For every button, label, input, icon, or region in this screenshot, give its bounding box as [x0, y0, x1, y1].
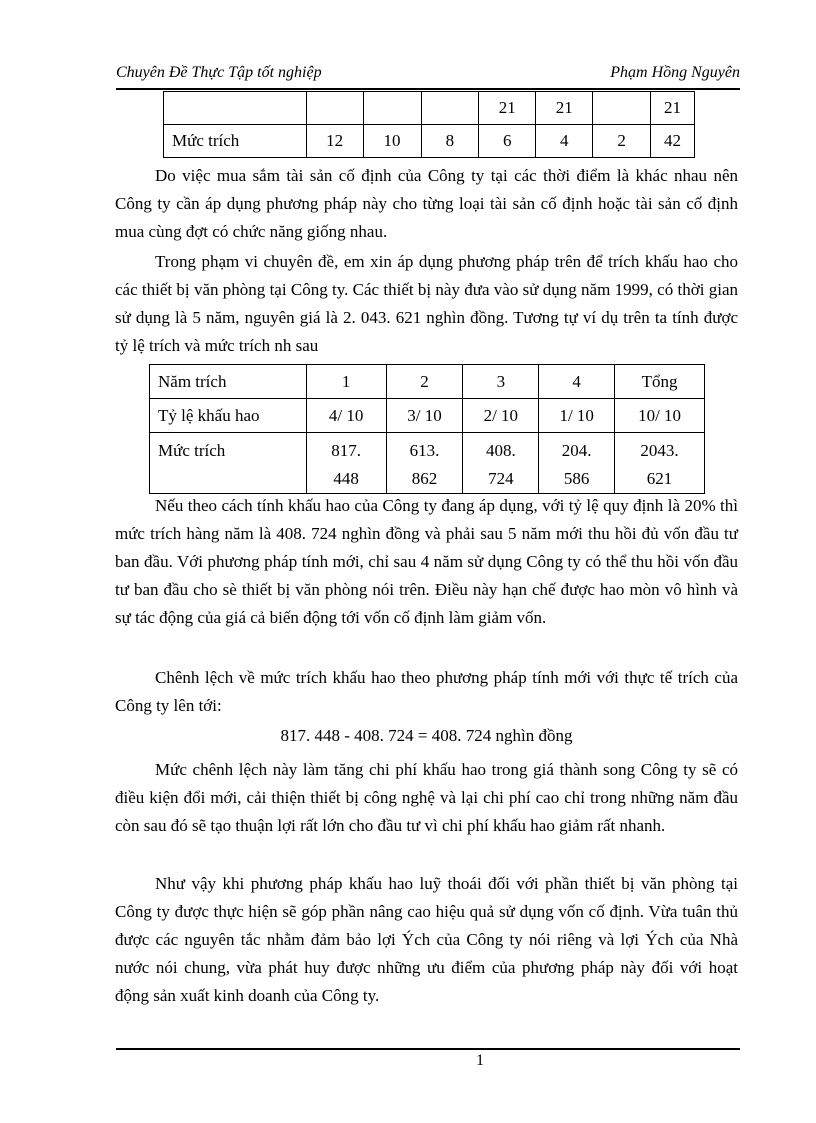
table-header-cell: 4	[539, 365, 615, 399]
table-cell: 42	[651, 125, 695, 158]
table-header-cell: 1	[306, 365, 386, 399]
paragraph-1: Do việc mua sắm tài sản cố định của Công ty tại các thời điểm là khác nhau nên Công ty cần áp dụng phương pháp này cho từng loại tài sản cố định hoặc tài sản cố định mua cùng đợt có chức năng giống nhau.	[115, 166, 738, 241]
table-row	[150, 365, 705, 399]
table-cell: 10	[363, 125, 421, 158]
table-cell	[363, 92, 421, 125]
table-cell: 3/ 10	[386, 399, 463, 433]
table-header-cell: Năm trích	[150, 365, 307, 399]
page-header	[116, 64, 740, 88]
table-cell: 408. 724	[463, 433, 539, 494]
footer-rule	[116, 1048, 740, 1050]
table-row	[150, 433, 705, 494]
table-cell: 6	[479, 125, 536, 158]
table-cell: 12	[306, 125, 363, 158]
table-header-cell: 2	[386, 365, 463, 399]
table-cell	[306, 92, 363, 125]
table-row	[150, 399, 705, 433]
table-cell	[593, 92, 651, 125]
table-cell: 2/ 10	[463, 399, 539, 433]
header-author: Phạm Hồng Nguyên	[610, 64, 740, 81]
table-cell: 204. 586	[539, 433, 615, 494]
table-depreciation-continued	[163, 91, 695, 158]
paragraph-2: Trong phạm vi chuyên đề, em xin áp dụng phương pháp trên để trích khấu hao cho các thiết bị văn phòng tại Công ty. Các thiết bị này đưa vào sử dụng năm 1999, có thời gian sử dụng là 5 năm, nguyên giá là 2. 043. 621 nghìn đồng. Tương tự ví dụ trên ta tính được tỷ lệ trích và mức trích nh sau	[115, 252, 738, 355]
table-cell	[164, 92, 307, 125]
table-cell: 21	[536, 92, 593, 125]
table-cell	[421, 92, 479, 125]
table-row	[164, 92, 695, 125]
page-number: 1	[476, 1052, 484, 1069]
table-cell: 817. 448	[306, 433, 386, 494]
table-depreciation-plan	[149, 364, 705, 494]
header-rule	[116, 88, 740, 90]
table-cell: 613. 862	[386, 433, 463, 494]
table-cell: Mức trích	[164, 125, 307, 158]
table-cell: 4	[536, 125, 593, 158]
table-row	[164, 125, 695, 158]
table-cell: 8	[421, 125, 479, 158]
table-cell: Tỷ lệ khấu hao	[150, 399, 307, 433]
table-cell: 2	[593, 125, 651, 158]
paragraph-3: Nếu theo cách tính khấu hao của Công ty đang áp dụng, với tỷ lệ quy định là 20% thì mức trích hàng năm là 408. 724 nghìn đồng và phải sau 5 năm mới thu hồi đủ vốn đầu tư ban đầu. Với phương pháp tính mới, chỉ sau 4 năm sử dụng Công ty có thể thu hồi vốn đầu tư ban đầu cho sè thiết bị văn phòng nói trên. Điều này hạn chế được hao mòn vô hình và sự tác động của giá cả biến động tới vốn cố định làm giảm vốn.	[115, 496, 738, 627]
table-cell: 2043. 621	[615, 433, 705, 494]
table-cell: Mức trích	[150, 433, 307, 494]
table-cell: 1/ 10	[539, 399, 615, 433]
table-header-cell: 3	[463, 365, 539, 399]
header-title: Chuyên Đề Thực Tập tốt nghiệp	[116, 64, 322, 81]
formula-line: 817. 448 - 408. 724 = 408. 724 nghìn đồng	[280, 726, 573, 745]
table-cell: 21	[479, 92, 536, 125]
paragraph-5: Mức chênh lệch này làm tăng chi phí khấu hao trong giá thành song Công ty sẽ có điều kiện đổi mới, cải thiện thiết bị công nghệ và lại chi phí cao chỉ trong những năm đầu còn sau đó sẽ tạo thuận lợi rất lớn cho đầu tư vì chi phí khấu hao giảm rất nhanh.	[115, 760, 738, 835]
paragraph-6: Như vậy khi phương pháp khấu hao luỹ thoái đối với phần thiết bị văn phòng tại Công ty được thực hiện sẽ góp phần nâng cao hiệu quả sử dụng vốn cố định. Vừa tuân thủ được các nguyên tắc nhằm đảm bảo lợi Ých của Công ty nói riêng và lợi Ých của Nhà nước nói chung, vừa phát huy được những ưu điểm của phương pháp này đối với hoạt động sản xuất kinh doanh của Công ty.	[115, 874, 738, 1005]
table-cell: 4/ 10	[306, 399, 386, 433]
table-cell: 10/ 10	[615, 399, 705, 433]
table-cell: 21	[651, 92, 695, 125]
paragraph-4: Chênh lệch về mức trích khấu hao theo phương pháp tính mới với thực tế trích của Công ty lên tới:	[115, 668, 738, 715]
table-header-cell: Tổng	[615, 365, 705, 399]
